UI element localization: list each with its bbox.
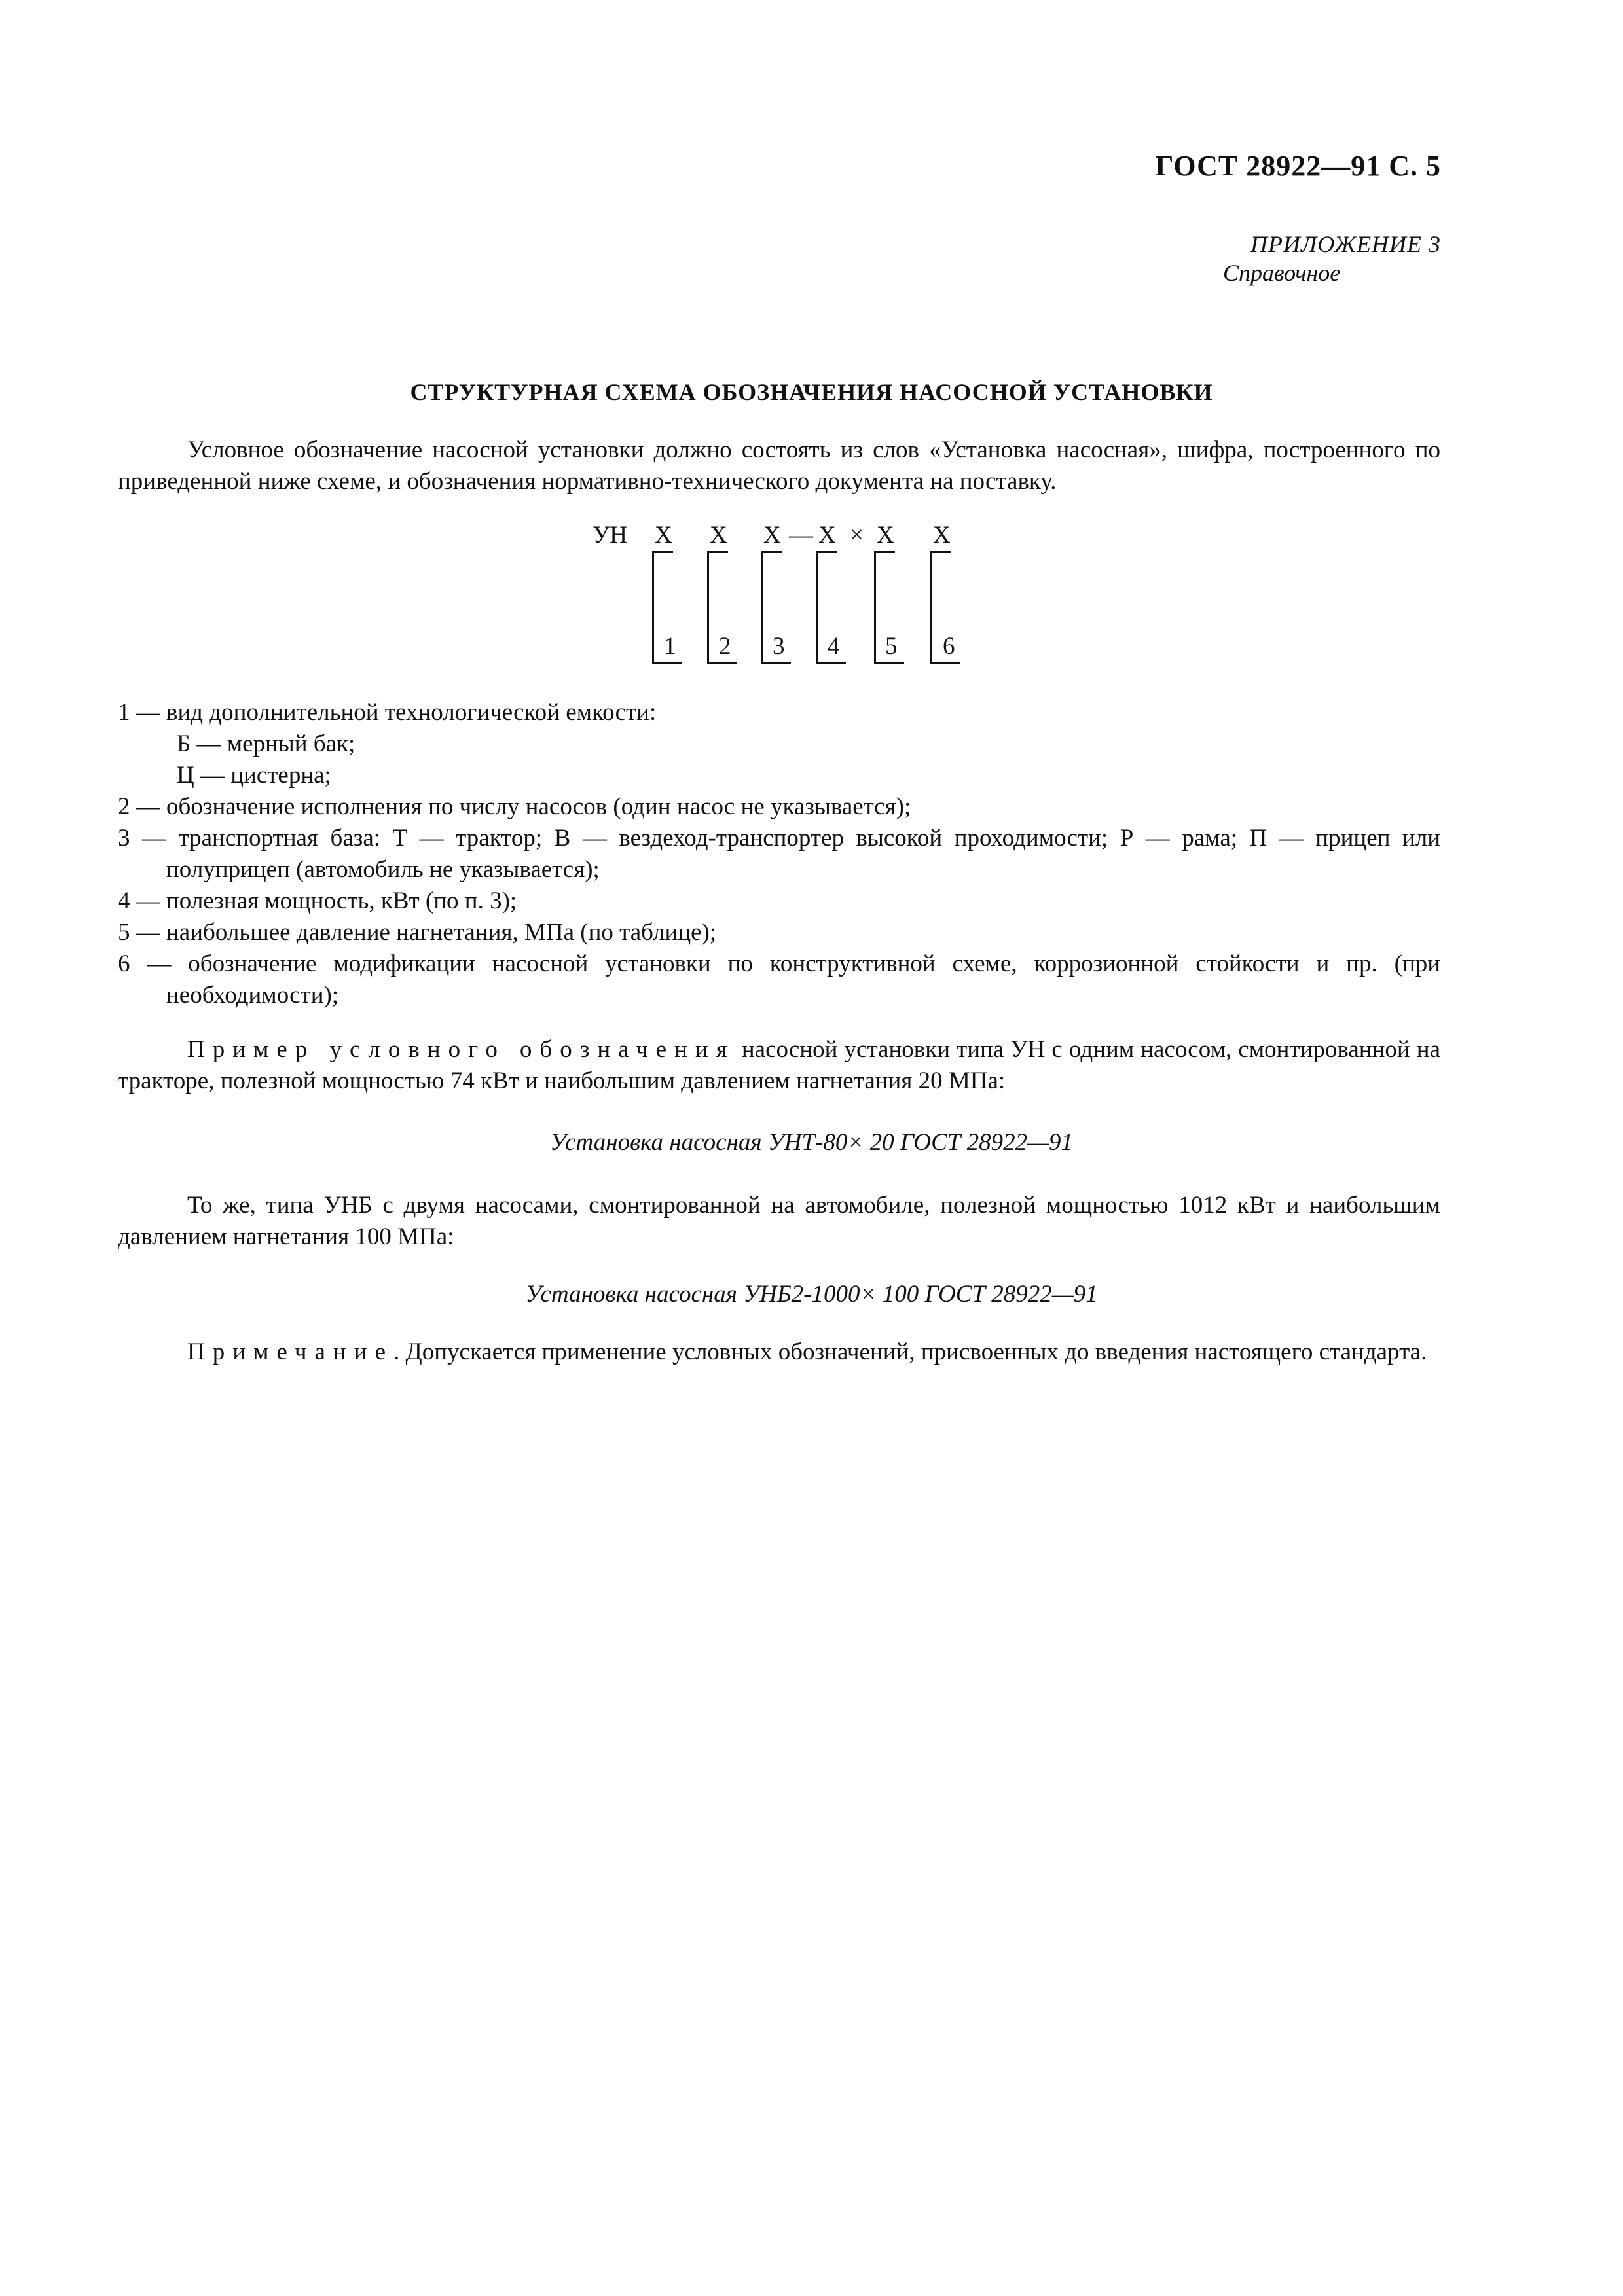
schema-underline-5 [874,551,895,553]
list-item [118,917,1440,948]
schema-position-5: Х [877,522,894,548]
schema-bracket-2 [707,553,709,664]
schema-number-5: 5 [885,633,898,660]
example-1-paragraph [118,1034,1440,1097]
schema-bracket-3-foot [761,662,791,664]
schema-bracket-2-foot [707,662,737,664]
schema-bracket-1 [652,553,654,664]
schema-underline-3 [761,551,782,553]
schema-bracket-4 [816,553,818,664]
example-1-designation: Установка насосная УНТ-80× 20 ГОСТ 28922—91 [549,1129,1074,1156]
schema-number-3: 3 [773,633,785,660]
intro-paragraph: Условное обозначение насосной установки должно состоять из слов «Установка насосная», шифра, построенного по приведенной ниже схеме, и обозначения нормативно-технического документа на поставку. [118,437,1440,495]
schema-underline-2 [707,551,728,553]
list-item [118,728,1440,760]
legend-item-1a: Б — мерный бак; [177,730,356,757]
schema-underline-6 [930,551,951,553]
note-paragraph [118,1336,1440,1368]
example-1-text: насосной установки типа УН с одним насосом, смонтированной на тракторе, полезной мощностью 74 кВт и наибольшим давлением нагнетания 20 МПа: [118,1036,1440,1094]
schema-times: × [850,522,864,548]
header-code: ГОСТ 28922—91 С. 5 [1155,150,1441,182]
schema-position-1: Х [655,522,672,548]
schema-number-4: 4 [828,633,840,660]
schema-bracket-5 [874,553,876,664]
schema-bracket-3 [761,553,763,664]
example-2-designation: Установка насосная УНБ2-1000× 100 ГОСТ 28922—91 [525,1281,1098,1308]
legend-item-5: 5 — наибольшее давление нагнетания, МПа (по таблице); [118,919,717,946]
schema-bracket-1-foot [652,662,682,664]
legend-item-6: 6 — обозначение модификации насосной установки по конструктивной схеме, коррозионной стойкости и пр. (при необходимости); [118,950,1440,1009]
legend-item-3: 3 — транспортная база: Т — трактор; В — вездеход-транспортер высокой проходимости; Р — рама; П — прицеп или полуприцеп (автомобиль не указывается); [118,825,1440,883]
list-item [118,697,1440,728]
list-item [118,760,1440,791]
example-2-paragraph: То же, типа УНБ с двумя насосами, смонтированной на автомобиле, полезной мощностью 1012 кВт и наибольшим давлением нагнетания 100 МПа: [118,1192,1440,1250]
legend-item-1b: Ц — цистерна; [177,762,331,789]
appendix-label: ПРИЛОЖЕНИЕ 3 [1250,231,1441,257]
schema-dash: — [789,522,813,548]
legend-list [118,697,1440,1011]
schema-underline-4 [816,551,837,553]
schema-position-3: Х [763,522,781,548]
schema-bracket-4-foot [816,662,846,664]
note-text: . Допускается применение условных обозначений, присвоенных до введения настоящего стандарта. [393,1338,1427,1365]
schema-bracket-6 [930,553,932,664]
schema-underline-1 [652,551,673,553]
list-item [118,948,1440,1011]
list-item [118,886,1440,917]
example-1-lead: Пример условного обозначения [187,1036,735,1063]
schema-bracket-6-foot [930,662,960,664]
legend-item-2: 2 — обозначение исполнения по числу насосов (один насос не указывается); [118,793,911,820]
schema-position-4: Х [818,522,836,548]
legend-item-4: 4 — полезная мощность, кВт (по п. 3); [118,888,517,914]
appendix-kind: Справочное [1223,260,1341,286]
designation-schema [0,0,1623,694]
schema-bracket-5-foot [874,662,904,664]
list-item [118,791,1440,823]
legend-item-1: 1 — вид дополнительной технологической емкости: [118,699,657,726]
schema-number-1: 1 [664,633,676,660]
schema-number-6: 6 [943,633,955,660]
page-title: СТРУКТУРНАЯ СХЕМА ОБОЗНАЧЕНИЯ НАСОСНОЙ УСТАНОВКИ [410,379,1213,405]
schema-position-2: Х [710,522,727,548]
schema-number-2: 2 [719,633,731,660]
schema-position-6: Х [933,522,951,548]
schema-prefix: УН [593,522,627,548]
list-item [118,823,1440,886]
note-lead: Примечание [187,1338,393,1365]
